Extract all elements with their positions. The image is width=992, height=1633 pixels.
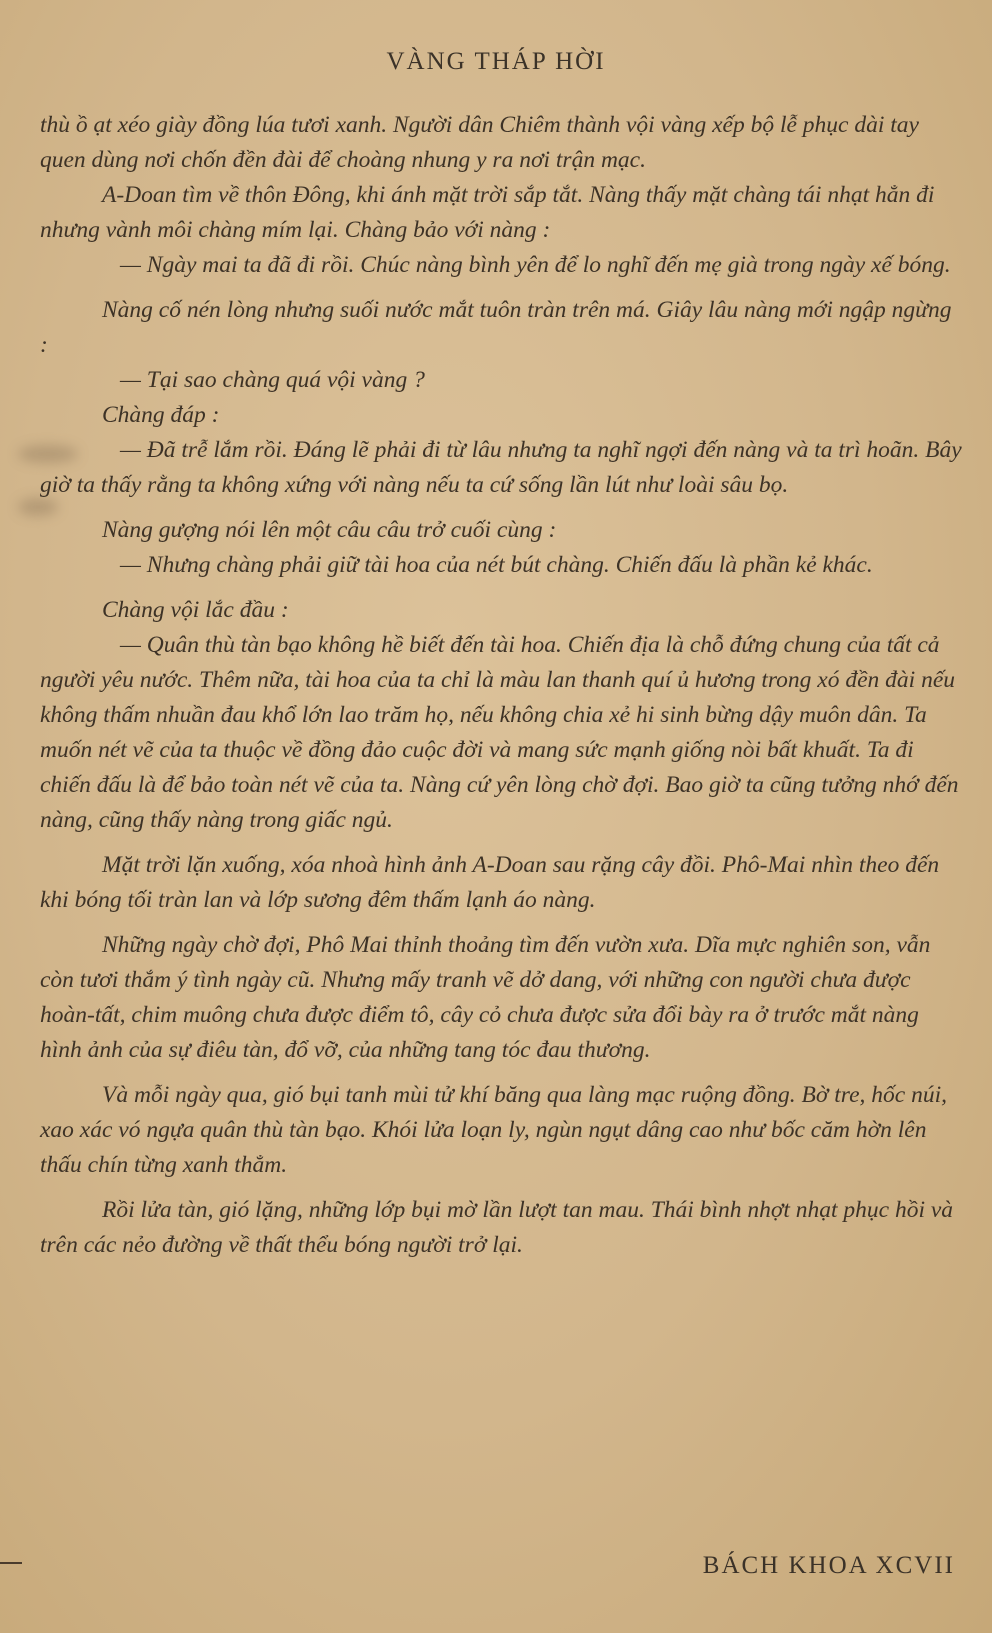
dialogue-line: — Đã trễ lắm rồi. Đáng lẽ phải đi từ lâu nhưng ta nghĩ ngợi đến nàng và ta trì hoãn. Bây giờ ta thấy rằng ta không xứng với nàng nếu ta cứ sống lần lút như loài sâu bọ. [40, 437, 962, 498]
paragraph: Rồi lửa tàn, gió lặng, những lớp bụi mờ lần lượt tan mau. Thái bình nhợt nhạt phục hồi và trên các nẻo đường về thất thểu bóng người trở lại. [40, 1197, 954, 1258]
dialogue-line: — Ngày mai ta đã đi rồi. Chúc nàng bình yên để lo nghĩ đến mẹ già trong ngày xế bóng. [120, 252, 951, 278]
dialogue-line: — Nhưng chàng phải giữ tài hoa của nét bút chàng. Chiến đấu là phần kẻ khác. [120, 552, 873, 578]
article-body [40, 108, 962, 1263]
paragraph: Nàng gượng nói lên một câu câu trở cuối cùng : [102, 517, 557, 543]
page-footer: BÁCH KHOA XCVII [702, 1552, 955, 1579]
page-header: VÀNG THÁP HỜI [386, 48, 606, 75]
dialogue-line: — Tại sao chàng quá vội vàng ? [120, 367, 425, 393]
paragraph: Và mỗi ngày qua, gió bụi tanh mùi tử khí băng qua làng mạc ruộng đồng. Bờ tre, hốc núi, xao xác vó ngựa quân thù tàn bạo. Khói lửa loạn ly, ngùn ngụt dâng cao như bốc căm hờn lên thấu chín từng xanh thẳm. [40, 1082, 947, 1178]
paragraph: thù ồ ạt xéo giày đồng lúa tươi xanh. Người dân Chiêm thành vội vàng xếp bộ lễ phục dài tay quen dùng nơi chốn đền đài để choàng nhung y ra nơi trận mạc. [40, 112, 919, 173]
paragraph: Mặt trời lặn xuống, xóa nhoà hình ảnh A-Doan sau rặng cây đồi. Phô-Mai nhìn theo đến khi bóng tối tràn lan và lớp sương đêm thấm lạnh áo nàng. [40, 852, 940, 913]
dialogue-line: — Quân thù tàn bạo không hề biết đến tài hoa. Chiến địa là chỗ đứng chung của tất cả người yêu nước. Thêm nữa, tài hoa của ta chỉ là màu lan thanh quí ủ hương trong xó đền đài nếu không thấm nhuần đau khổ lớn lao trăm họ, nếu không chia xẻ hi sinh bừng dậy muôn dân. Ta muốn nét vẽ của ta thuộc về đồng đảo cuộc đời và mang sức mạnh giống nòi bất khuất. Ta đi chiến đấu là để bảo toàn nét vẽ của ta. Nàng cứ yên lòng chờ đợi. Bao giờ ta cũng tưởng nhớ đến nàng, cũng thấy nàng trong giấc ngủ. [40, 632, 959, 833]
paragraph: Chàng đáp : [102, 402, 220, 428]
paragraph: Những ngày chờ đợi, Phô Mai thỉnh thoảng tìm đến vườn xưa. Dĩa mực nghiên son, vẫn còn tươi thắm ý tình ngày cũ. Nhưng mấy tranh vẽ dở dang, với những con người chưa được hoàn-tất, chim muông chưa được điểm tô, cây cỏ chưa được sửa đổi bày ra ở trước mắt nàng hình ảnh của sự điêu tàn, đổ vỡ, của những tang tóc đau thương. [40, 932, 931, 1063]
paragraph: A-Doan tìm về thôn Đông, khi ánh mặt trời sắp tắt. Nàng thấy mặt chàng tái nhạt hẳn đi nhưng vành môi chàng mím lại. Chàng bảo với nàng : [40, 182, 935, 243]
paragraph: Nàng cố nén lòng nhưng suối nước mắt tuôn tràn trên má. Giây lâu nàng mới ngập ngừng : [40, 297, 952, 358]
paragraph: Chàng vội lắc đầu : [102, 597, 289, 623]
